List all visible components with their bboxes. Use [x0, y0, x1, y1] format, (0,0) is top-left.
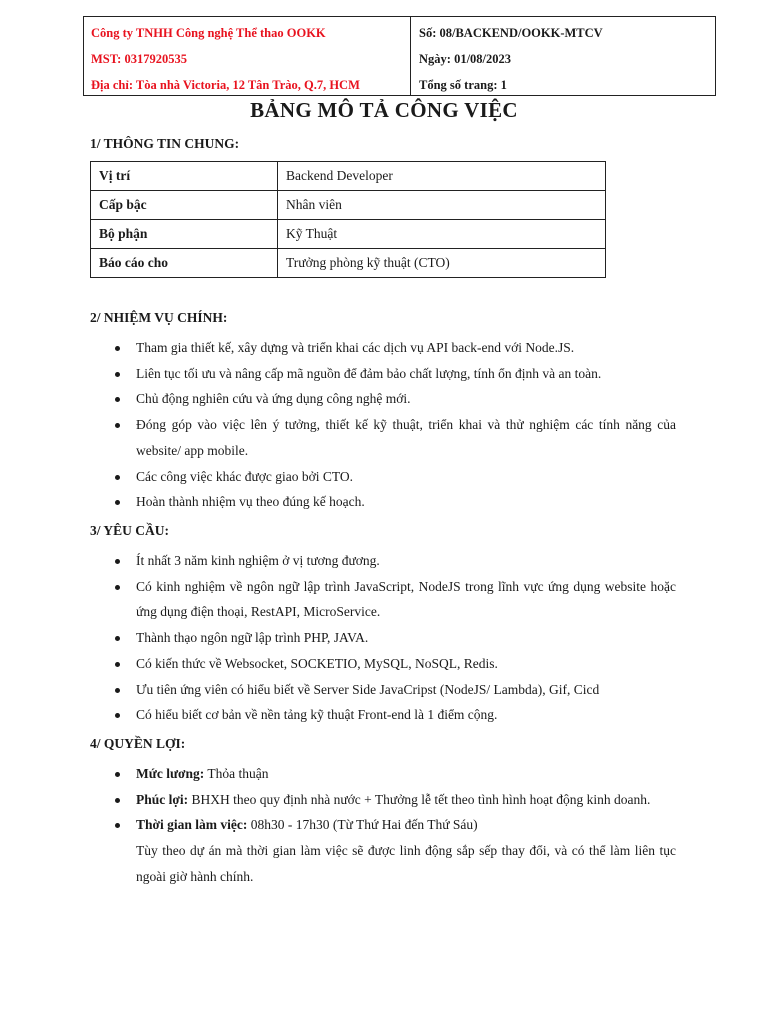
salary-value: Thỏa thuận — [204, 766, 269, 781]
bullet-icon — [115, 798, 120, 803]
bullet-icon — [115, 772, 120, 777]
benefits-list — [0, 761, 768, 890]
table-row — [91, 249, 606, 278]
table-row — [91, 162, 606, 191]
document-meta-cell — [411, 17, 715, 95]
list-item-text: Các công việc khác được giao bởi CTO. — [136, 468, 354, 484]
table-row — [91, 220, 606, 249]
general-info-heading: 1/ THÔNG TIN CHUNG: — [90, 136, 240, 151]
list-item-text: Có kinh nghiệm về ngôn ngữ lập trình JavaScript, NodeJS trong lĩnh vực ứng dụng website hoặc ứng dụng điện thoại, RestAPI, MicroService. — [136, 578, 676, 620]
list-item — [0, 361, 768, 387]
document-date: Ngày: 01/08/2023 — [419, 52, 512, 66]
bullet-icon — [115, 475, 120, 480]
bullet-icon — [115, 713, 120, 718]
list-item — [0, 651, 768, 677]
company-name: Công ty TNHH Công nghệ Thể thao OOKK — [91, 26, 326, 40]
welfare-label: Phúc lợi: — [136, 791, 189, 807]
list-item — [0, 412, 768, 463]
bullet-icon — [115, 500, 120, 505]
bullet-icon — [115, 397, 120, 402]
row-key: Cấp bậc — [91, 191, 278, 220]
bullet-icon — [115, 585, 120, 590]
list-item-text: Thành thạo ngôn ngữ lập trình PHP, JAVA. — [136, 630, 369, 646]
bullet-icon — [115, 372, 120, 377]
document-title: BẢNG MÔ TẢ CÔNG VIỆC — [250, 98, 518, 122]
row-key: Vị trí — [91, 162, 278, 191]
row-value: Nhân viên — [278, 191, 606, 220]
document-header-table — [83, 16, 716, 96]
tax-code: MST: 0317920535 — [91, 52, 187, 66]
list-item — [0, 335, 768, 361]
list-item-text: Có kiến thức về Websocket, SOCKETIO, MySQL, NoSQL, Redis. — [136, 655, 498, 671]
hours-label: Thời gian làm việc: — [136, 817, 248, 833]
row-value: Kỹ Thuật — [278, 220, 606, 249]
list-item-text: Ít nhất 3 năm kinh nghiệm ở vị tương đương. — [136, 553, 380, 568]
row-value: Trưởng phòng kỹ thuật (CTO) — [278, 249, 606, 278]
bullet-icon — [115, 423, 120, 428]
row-key: Bộ phận — [91, 220, 278, 249]
list-item-text: Liên tục tối ưu và nâng cấp mã nguồn để đảm bảo chất lượng, tính ổn định và an toàn. — [136, 365, 602, 381]
company-info-cell — [84, 17, 411, 95]
bullet-icon — [115, 346, 120, 351]
list-item — [0, 812, 768, 889]
list-item-text: Đóng góp vào việc lên ý tưởng, thiết kế kỹ thuật, triển khai và thử nghiệm các tính năng của website/ app mobile. — [136, 417, 676, 458]
general-info-table — [90, 161, 606, 278]
list-item — [0, 574, 768, 625]
list-item — [0, 677, 768, 703]
requirements-list — [0, 548, 768, 728]
bullet-icon — [115, 688, 120, 693]
company-address: Địa chỉ: Tòa nhà Victoria, 12 Tân Trào, Q.7, HCM — [91, 78, 360, 92]
hours-note: Tùy theo dự án mà thời gian làm việc sẽ được linh động sắp sếp thay đổi, và có thể làm liên tục ngoài giờ hành chính. — [136, 843, 676, 884]
list-item-text: Ưu tiên ứng viên có hiểu biết về Server Side JavaCripst (NodeJS/ Lambda), Gif, Cicd — [136, 681, 600, 697]
benefits-heading: 4/ QUYỀN LỢI: — [90, 736, 186, 751]
bullet-icon — [115, 559, 120, 564]
list-item-text: Tham gia thiết kế, xây dựng và triển khai các dịch vụ API back-end với Node.JS. — [136, 340, 575, 355]
table-row — [91, 191, 606, 220]
page-count: Tổng số trang: 1 — [419, 78, 507, 92]
list-item-text: Có hiểu biết cơ bản về nền tảng kỹ thuật Front-end là 1 điểm cộng. — [136, 707, 498, 723]
list-item — [0, 548, 768, 574]
row-key: Báo cáo cho — [91, 249, 278, 278]
list-item — [0, 464, 768, 490]
salary-label: Mức lương: — [136, 766, 205, 781]
list-item — [0, 787, 768, 813]
list-item — [0, 625, 768, 651]
list-item — [0, 702, 768, 728]
list-item — [0, 489, 768, 515]
list-item — [0, 386, 768, 412]
row-value: Backend Developer — [278, 162, 606, 191]
bullet-icon — [115, 636, 120, 641]
bullet-icon — [115, 662, 120, 667]
welfare-value: BHXH theo quy định nhà nước + Thưởng lễ tết theo tình hình hoạt động kinh doanh. — [188, 791, 651, 807]
duties-heading: 2/ NHIỆM VỤ CHÍNH: — [90, 310, 228, 325]
document-number: Số: 08/BACKEND/OOKK-MTCV — [419, 26, 603, 40]
bullet-icon — [115, 823, 120, 828]
duties-list — [0, 335, 768, 515]
list-item — [0, 761, 768, 787]
requirements-heading: 3/ YÊU CẦU: — [90, 523, 169, 538]
list-item-text: Hoàn thành nhiệm vụ theo đúng kế hoạch. — [136, 494, 365, 510]
list-item-text: Chủ động nghiên cứu và ứng dụng công nghệ mới. — [136, 391, 411, 407]
hours-value: 08h30 - 17h30 (Từ Thứ Hai đến Thứ Sáu) — [247, 817, 478, 833]
